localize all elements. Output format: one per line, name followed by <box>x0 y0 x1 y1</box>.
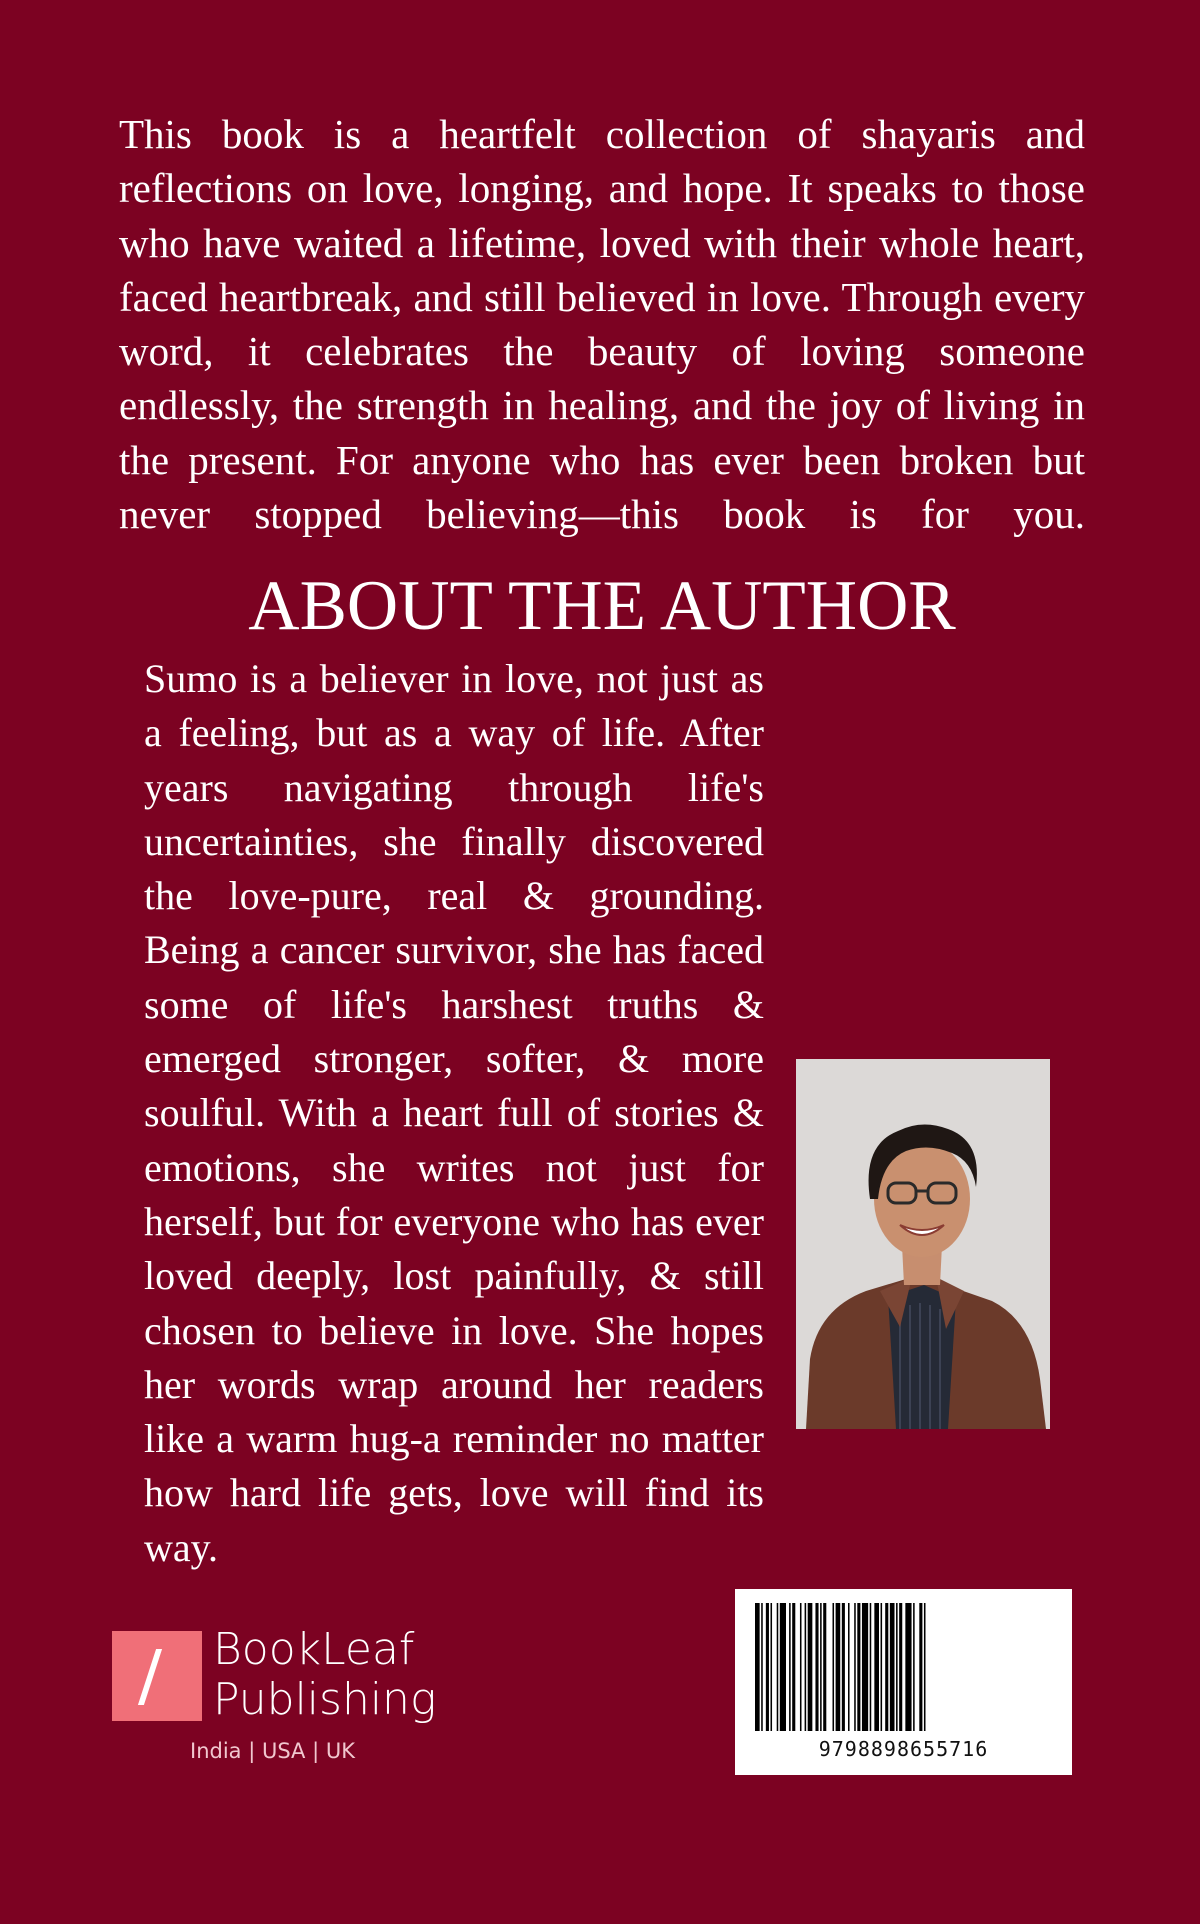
barcode-bar <box>820 1603 822 1731</box>
barcode-bar <box>780 1603 786 1731</box>
barcode-bar <box>905 1603 911 1731</box>
barcode-bars-graphic <box>753 1603 1054 1731</box>
author-portrait-illustration <box>796 1059 1050 1429</box>
barcode-bar <box>789 1603 791 1731</box>
barcode-bar <box>808 1603 813 1731</box>
barcode-bar <box>890 1603 895 1731</box>
barcode-bar <box>857 1603 860 1731</box>
publisher-name-line2: Publishing <box>213 1674 437 1725</box>
barcode-bar <box>848 1603 850 1731</box>
barcode-bar <box>823 1603 826 1731</box>
barcode-bar <box>842 1603 845 1731</box>
barcode-bar <box>777 1603 779 1731</box>
author-photo <box>796 1059 1050 1429</box>
barcode-bar <box>899 1603 902 1731</box>
barcode-bar <box>854 1603 856 1731</box>
barcode-bar <box>805 1603 807 1731</box>
barcode-bar <box>885 1603 888 1731</box>
barcode-bar <box>919 1603 922 1731</box>
barcode-bar <box>792 1603 795 1731</box>
author-bio: Sumo is a believer in love, not just as a feeling, but as a way of life. After years navigating through life's uncertainties, she finally discovered the love-pure, real & grounding. Being a cancer survivor, she has faced some of life's harshest truths & emerged stronger, softer, & more soulful. With a heart full of stories & emotions, she writes not just for herself, but for everyone who has ever loved deeply, lost painfully, & still chosen to believe in love. She hopes her words wrap around her readers like a warm hug-a reminder no matter how hard life gets, love will find its way. <box>144 656 764 1570</box>
barcode-bar <box>896 1603 898 1731</box>
publisher-name-line1: BookLeaf <box>213 1624 415 1675</box>
about-author-heading: ABOUT THE AUTHOR <box>248 567 956 645</box>
barcode-bar <box>771 1603 773 1731</box>
barcode-bar <box>815 1603 818 1731</box>
barcode-bar <box>836 1603 841 1731</box>
barcode-bar <box>833 1603 835 1731</box>
book-blurb: This book is a heartfelt collection of shayaris and reflections on love, longing, and hope. It speaks to those who have waited a lifetime, loved with their whole heart, faced heartbreak, and still believed in love. Through every word, it celebrates the beauty of loving someone endlessly, the strength in healing, and the joy of living in the present. For anyone who has ever been broken but never stopped believing—this book is for you. <box>119 111 1085 538</box>
barcode-bar <box>766 1603 769 1731</box>
publisher-name <box>213 1625 436 1725</box>
slash-icon <box>138 1649 162 1705</box>
barcode-bar <box>874 1603 879 1731</box>
barcode-bar <box>913 1603 915 1731</box>
barcode-bar <box>862 1603 868 1731</box>
isbn-barcode <box>735 1589 1072 1775</box>
publisher-logo-mark <box>112 1631 202 1721</box>
barcode-bar <box>800 1603 802 1731</box>
isbn-number: 9798898655716 <box>818 1737 989 1761</box>
barcode-bar <box>870 1603 872 1731</box>
barcode-bar <box>755 1603 760 1731</box>
barcode-bar <box>924 1603 926 1731</box>
barcode-bar <box>761 1603 763 1731</box>
publisher-regions: India | USA | UK <box>190 1739 355 1763</box>
barcode-bar <box>881 1603 883 1731</box>
